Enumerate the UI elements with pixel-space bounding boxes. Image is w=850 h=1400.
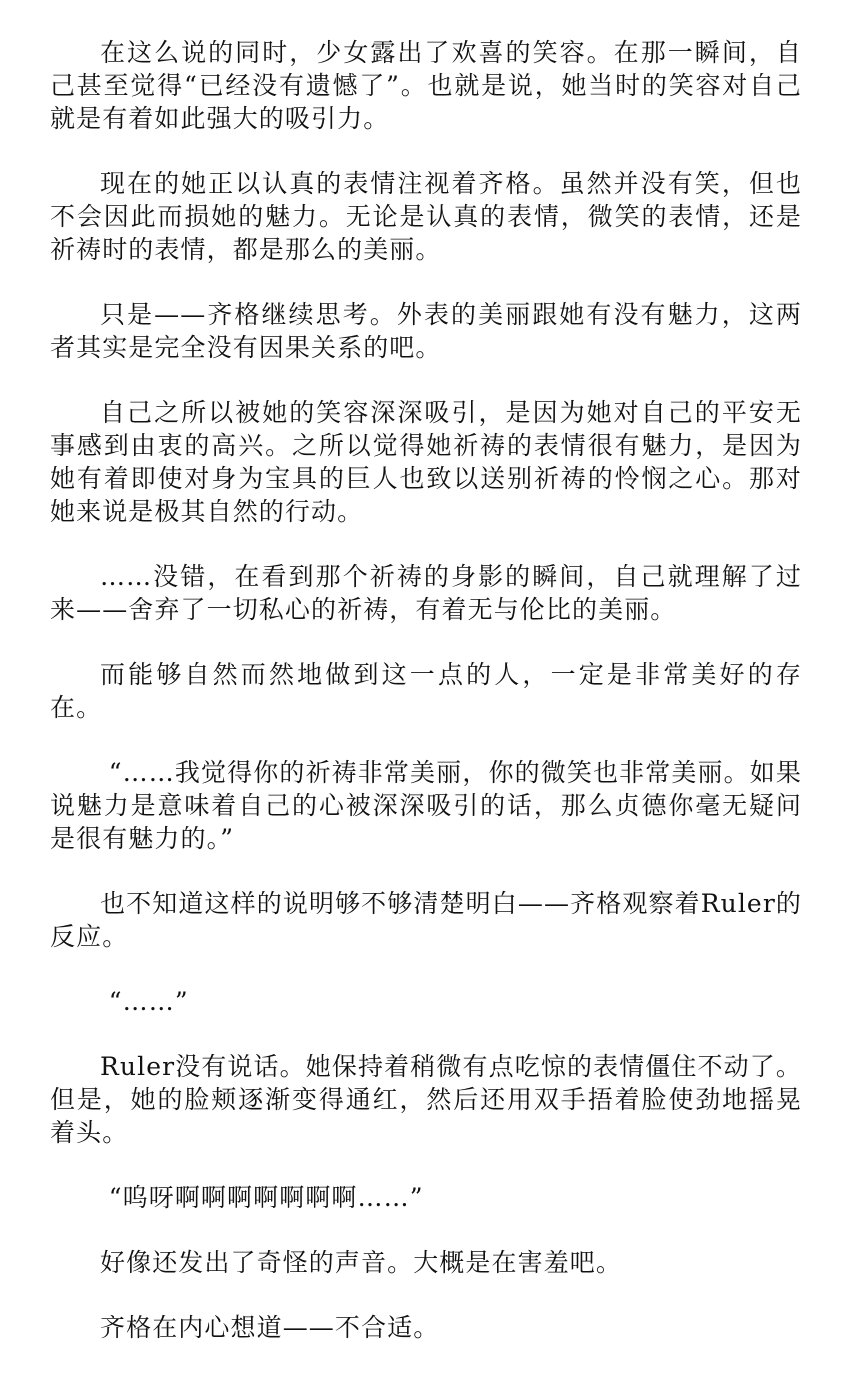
paragraph-9: “……” — [108, 987, 189, 1016]
paragraph-4: 自己之所以被她的笑容深深吸引，是因为她对自己的平安无事感到由衷的高兴。之所以觉得她祈祷的表情很有魅力，是因为她有着即使对身为宝具的巨人也致以送别祈祷的怜悯之心。那对她来说是极其自然的行动。 — [50, 398, 802, 526]
paragraph-8: 也不知道这样的说明够不够清楚明白——齐格观察着Ruler的反应。 — [50, 889, 802, 951]
paragraph-10: Ruler没有说话。她保持着稍微有点吃惊的表情僵住不动了。但是，她的脸颊逐渐变得通红，然后还用双手捂着脸使劲地摇晃着头。 — [50, 1052, 802, 1147]
paragraph-3: 只是——齐格继续思考。外表的美丽跟她有没有魅力，这两者其实是完全没有因果关系的吧。 — [50, 300, 802, 362]
paragraph-2: 现在的她正以认真的表情注视着齐格。虽然并没有笑，但也不会因此而损她的魅力。无论是认真的表情，微笑的表情，还是祈祷时的表情，都是那么的美丽。 — [50, 169, 802, 264]
paragraph-11: “呜呀啊啊啊啊啊啊啊……” — [108, 1183, 424, 1212]
paragraph-13: 齐格在内心想道——不合适。 — [100, 1313, 440, 1342]
paragraph-6: 而能够自然而然地做到这一点的人，一定是非常美好的存在。 — [50, 660, 802, 722]
paragraph-1: 在这么说的同时，少女露出了欢喜的笑容。在那一瞬间，自己甚至觉得“已经没有遗憾了”。也就是说，她当时的笑容对自己就是有着如此强大的吸引力。 — [50, 38, 802, 133]
paragraph-7: “……我觉得你的祈祷非常美丽，你的微笑也非常美丽。如果说魅力是意味着自己的心被深深吸引的话，那么贞德你毫无疑问是很有魅力的。” — [50, 758, 802, 853]
paragraph-5: ……没错，在看到那个祈祷的身影的瞬间，自己就理解了过来——舍弃了一切私心的祈祷，有着无与伦比的美丽。 — [50, 562, 802, 624]
paragraph-12: 好像还发出了奇怪的声音。大概是在害羞吧。 — [100, 1248, 623, 1277]
